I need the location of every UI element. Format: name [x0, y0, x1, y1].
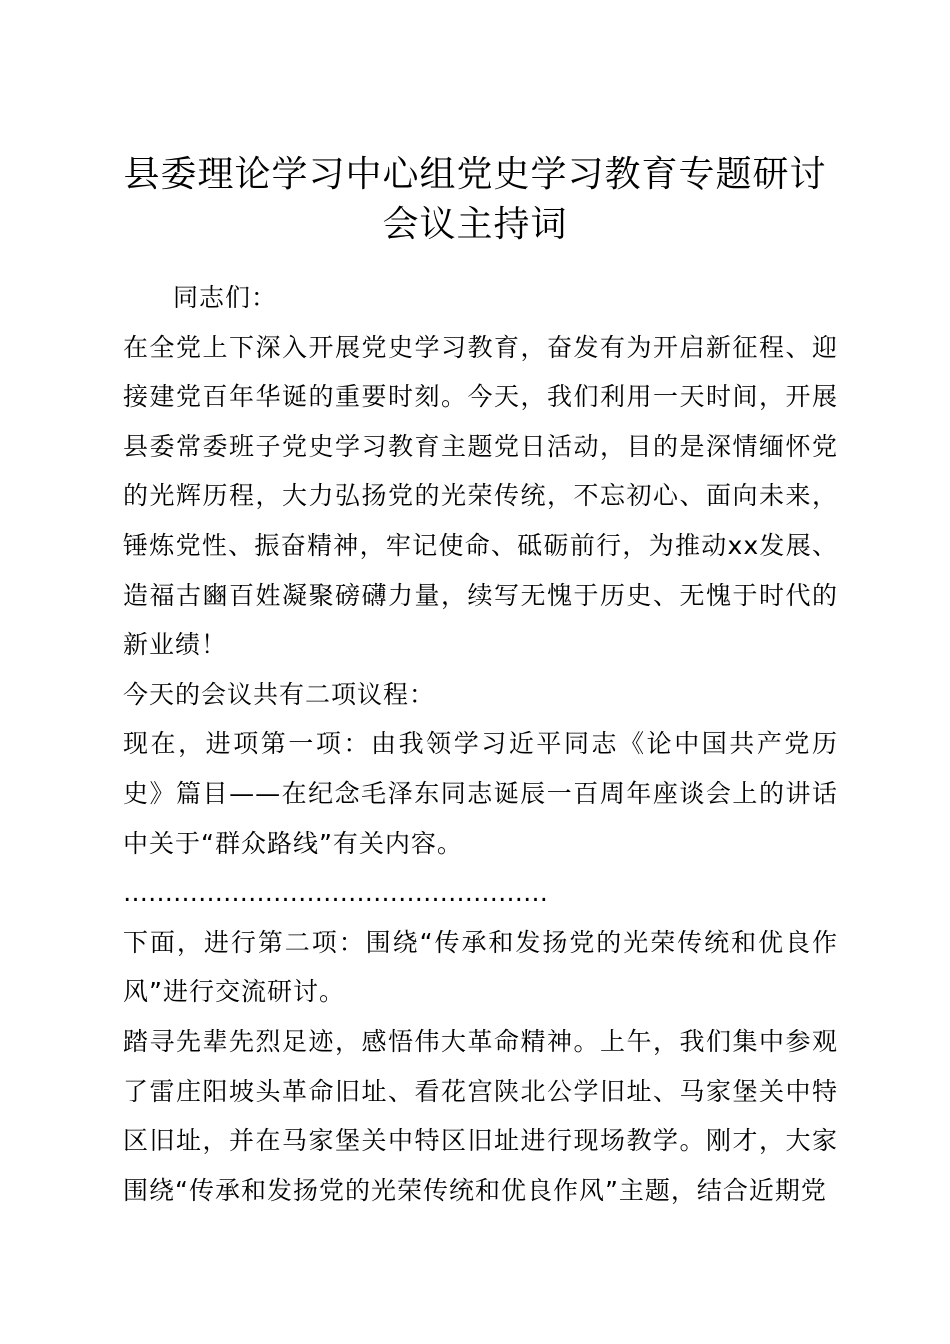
document-body [123, 273, 838, 1215]
paragraph-item-two: 下面，进行第二项：围绕“传承和发扬党的光荣传统和优良作风”进行交流研讨。 [123, 927, 838, 1007]
ellipsis-separator: …………………………………………… [123, 878, 548, 908]
paragraph-agenda: 今天的会议共有二项议程： [123, 679, 436, 709]
document-title: 县委理论学习中心组党史学习教育专题研讨会议主持词 [123, 154, 827, 245]
paragraph-intro: 在全党上下深入开展党史学习教育，奋发有为开启新征程、迎接建党百年华诞的重要时刻。今天，我们利用一天时间，开展县委常委班子党史学习教育主题党日活动，目的是深情缅怀党的光辉历程，大力弘扬党的光荣传统，不忘初心、面向未来，锤炼党性、振奋精神，牢记使命、砥砺前行，为推动xx发展、造福古豳百姓凝聚磅礴力量，续写无愧于历史、无愧于时代的新业绩！ [123, 332, 838, 660]
paragraph-visit: 踏寻先辈先烈足迹，感悟伟大革命精神。上午，我们集中参观了雷庄阳坡头革命旧址、看花宫陕北公学旧址、马家堡关中特区旧址，并在马家堡关中特区旧址进行现场教学。刚才，大家围绕“传承和发扬党的光荣传统和优良作风”主题，结合近期党 [123, 1026, 838, 1205]
salutation: 同志们： [173, 283, 278, 312]
paragraph-item-one: 现在，进项第一项：由我领学习近平同志《论中国共产党历史》篇目——在纪念毛泽东同志诞辰一百周年座谈会上的讲话中关于“群众路线”有关内容。 [123, 729, 838, 858]
